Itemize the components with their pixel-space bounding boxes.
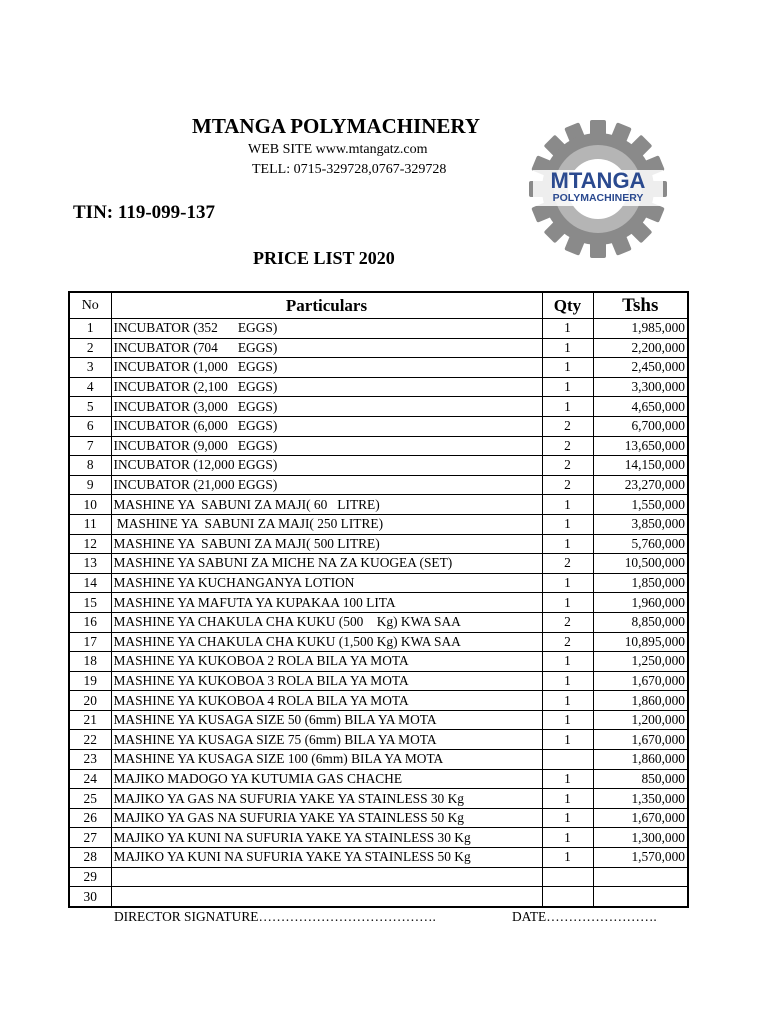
row-number-cell: 2: [69, 338, 111, 358]
table-row: [69, 495, 688, 515]
particulars-cell: MASHINE YA KUSAGA SIZE 75 (6mm) BILA YA MOTA: [111, 730, 542, 750]
table-row: [69, 671, 688, 691]
qty-cell: 1: [542, 769, 593, 789]
gear-logo-icon: [527, 118, 669, 260]
row-number-cell: 13: [69, 554, 111, 574]
particulars-cell: INCUBATOR (12,000 EGGS): [111, 456, 542, 476]
qty-cell: 1: [542, 730, 593, 750]
column-header-no: No: [69, 292, 111, 319]
particulars-cell: INCUBATOR (2,100 EGGS): [111, 377, 542, 397]
particulars-cell: INCUBATOR (3,000 EGGS): [111, 397, 542, 417]
row-number-cell: 25: [69, 789, 111, 809]
qty-cell: 1: [542, 593, 593, 613]
qty-cell: [542, 750, 593, 770]
table-row: [69, 456, 688, 476]
qty-cell: 1: [542, 514, 593, 534]
price-cell: 10,895,000: [593, 632, 688, 652]
row-number-cell: 23: [69, 750, 111, 770]
particulars-cell: MASHINE YA KUSAGA SIZE 100 (6mm) BILA YA MOTA: [111, 750, 542, 770]
qty-cell: 1: [542, 319, 593, 339]
particulars-cell: MASHINE YA KUCHANGANYA LOTION: [111, 573, 542, 593]
row-number-cell: 11: [69, 514, 111, 534]
table-row: [69, 377, 688, 397]
logo-text-sub: POLYMACHINERY: [552, 192, 644, 204]
qty-cell: 1: [542, 710, 593, 730]
table-row: [69, 867, 688, 887]
particulars-cell: MAJIKO YA KUNI NA SUFURIA YAKE YA STAINLESS 50 Kg: [111, 848, 542, 868]
table-row: [69, 828, 688, 848]
qty-cell: [542, 887, 593, 907]
qty-cell: 1: [542, 828, 593, 848]
row-number-cell: 27: [69, 828, 111, 848]
table-header-row: [69, 292, 688, 319]
row-number-cell: 19: [69, 671, 111, 691]
row-number-cell: 30: [69, 887, 111, 907]
row-number-cell: 18: [69, 652, 111, 672]
table-row: [69, 769, 688, 789]
table-row: [69, 808, 688, 828]
table-row: [69, 573, 688, 593]
price-cell: 1,960,000: [593, 593, 688, 613]
particulars-cell: INCUBATOR (352 EGGS): [111, 319, 542, 339]
column-header-tshs: Tshs: [593, 292, 688, 319]
particulars-cell: MASHINE YA SABUNI ZA MAJI( 60 LITRE): [111, 495, 542, 515]
qty-cell: 1: [542, 789, 593, 809]
particulars-cell: [111, 867, 542, 887]
table-row: [69, 475, 688, 495]
logo-text-main: MTANGA: [550, 168, 646, 193]
table-row: [69, 612, 688, 632]
company-logo: [527, 118, 669, 260]
document-title: PRICE LIST 2020: [253, 248, 395, 268]
price-cell: 1,200,000: [593, 710, 688, 730]
qty-cell: 1: [542, 808, 593, 828]
row-number-cell: 26: [69, 808, 111, 828]
row-number-cell: 21: [69, 710, 111, 730]
qty-cell: 1: [542, 495, 593, 515]
particulars-cell: INCUBATOR (704 EGGS): [111, 338, 542, 358]
row-number-cell: 28: [69, 848, 111, 868]
price-cell: 1,350,000: [593, 789, 688, 809]
row-number-cell: 24: [69, 769, 111, 789]
qty-cell: 2: [542, 475, 593, 495]
director-signature-line: DIRECTOR SIGNATURE………………………………….: [114, 909, 436, 924]
table-row: [69, 887, 688, 907]
particulars-cell: MASHINE YA KUSAGA SIZE 50 (6mm) BILA YA MOTA: [111, 710, 542, 730]
table-row: [69, 848, 688, 868]
price-cell: 2,200,000: [593, 338, 688, 358]
qty-cell: 1: [542, 671, 593, 691]
qty-cell: 1: [542, 534, 593, 554]
qty-cell: 2: [542, 554, 593, 574]
table-row: [69, 416, 688, 436]
table-row: [69, 514, 688, 534]
row-number-cell: 10: [69, 495, 111, 515]
particulars-cell: INCUBATOR (1,000 EGGS): [111, 358, 542, 378]
price-cell: 1,670,000: [593, 671, 688, 691]
row-number-cell: 7: [69, 436, 111, 456]
particulars-cell: INCUBATOR (21,000 EGGS): [111, 475, 542, 495]
qty-cell: 2: [542, 612, 593, 632]
particulars-cell: INCUBATOR (9,000 EGGS): [111, 436, 542, 456]
particulars-cell: [111, 887, 542, 907]
website-line: WEB SITE www.mtangatz.com: [248, 142, 428, 157]
price-cell: 1,860,000: [593, 750, 688, 770]
price-cell: 14,150,000: [593, 456, 688, 476]
table-row: [69, 358, 688, 378]
table-row: [69, 632, 688, 652]
qty-cell: 1: [542, 358, 593, 378]
price-cell: 23,270,000: [593, 475, 688, 495]
qty-cell: 1: [542, 397, 593, 417]
qty-cell: 1: [542, 573, 593, 593]
table-row: [69, 710, 688, 730]
qty-cell: 1: [542, 338, 593, 358]
row-number-cell: 14: [69, 573, 111, 593]
price-cell: 2,450,000: [593, 358, 688, 378]
row-number-cell: 20: [69, 691, 111, 711]
price-cell: 1,300,000: [593, 828, 688, 848]
price-cell: 1,985,000: [593, 319, 688, 339]
particulars-cell: MASHINE YA MAFUTA YA KUPAKAA 100 LITA: [111, 593, 542, 613]
price-cell: 1,250,000: [593, 652, 688, 672]
price-cell: 6,700,000: [593, 416, 688, 436]
price-cell: 1,850,000: [593, 573, 688, 593]
table-row: [69, 593, 688, 613]
particulars-cell: MAJIKO YA KUNI NA SUFURIA YAKE YA STAINLESS 30 Kg: [111, 828, 542, 848]
particulars-cell: MASHINE YA CHAKULA CHA KUKU (500 Kg) KWA SAA: [111, 612, 542, 632]
qty-cell: 1: [542, 377, 593, 397]
price-cell: 3,300,000: [593, 377, 688, 397]
qty-cell: 2: [542, 436, 593, 456]
table-body: [69, 319, 688, 907]
price-cell: 1,670,000: [593, 730, 688, 750]
price-cell: 850,000: [593, 769, 688, 789]
row-number-cell: 8: [69, 456, 111, 476]
row-number-cell: 1: [69, 319, 111, 339]
table-row: [69, 554, 688, 574]
table-row: [69, 652, 688, 672]
particulars-cell: MASHINE YA SABUNI ZA MICHE NA ZA KUOGEA (SET): [111, 554, 542, 574]
price-cell: [593, 887, 688, 907]
price-cell: [593, 867, 688, 887]
row-number-cell: 15: [69, 593, 111, 613]
table-row: [69, 436, 688, 456]
row-number-cell: 12: [69, 534, 111, 554]
price-cell: 4,650,000: [593, 397, 688, 417]
particulars-cell: MASHINE YA CHAKULA CHA KUKU (1,500 Kg) KWA SAA: [111, 632, 542, 652]
row-number-cell: 4: [69, 377, 111, 397]
phone-line: TELL: 0715-329728,0767-329728: [252, 162, 447, 177]
row-number-cell: 16: [69, 612, 111, 632]
qty-cell: 2: [542, 416, 593, 436]
particulars-cell: MASHINE YA SABUNI ZA MAJI( 500 LITRE): [111, 534, 542, 554]
price-cell: 1,550,000: [593, 495, 688, 515]
column-header-particulars: Particulars: [111, 292, 542, 319]
price-cell: 1,860,000: [593, 691, 688, 711]
row-number-cell: 29: [69, 867, 111, 887]
particulars-cell: MASHINE YA KUKOBOA 3 ROLA BILA YA MOTA: [111, 671, 542, 691]
particulars-cell: MAJIKO MADOGO YA KUTUMIA GAS CHACHE: [111, 769, 542, 789]
qty-cell: 1: [542, 848, 593, 868]
qty-cell: 2: [542, 632, 593, 652]
company-name: MTANGA POLYMACHINERY: [192, 114, 481, 138]
row-number-cell: 5: [69, 397, 111, 417]
row-number-cell: 17: [69, 632, 111, 652]
tin-number: TIN: 119-099-137: [73, 202, 215, 223]
price-cell: 5,760,000: [593, 534, 688, 554]
table-row: [69, 338, 688, 358]
row-number-cell: 9: [69, 475, 111, 495]
price-cell: 10,500,000: [593, 554, 688, 574]
particulars-cell: MASHINE YA KUKOBOA 4 ROLA BILA YA MOTA: [111, 691, 542, 711]
row-number-cell: 3: [69, 358, 111, 378]
table-row: [69, 789, 688, 809]
particulars-cell: MAJIKO YA GAS NA SUFURIA YAKE YA STAINLESS 30 Kg: [111, 789, 542, 809]
table-row: [69, 397, 688, 417]
price-cell: 8,850,000: [593, 612, 688, 632]
particulars-cell: MASHINE YA SABUNI ZA MAJI( 250 LITRE): [111, 514, 542, 534]
qty-cell: 1: [542, 691, 593, 711]
price-cell: 3,850,000: [593, 514, 688, 534]
table-row: [69, 534, 688, 554]
qty-cell: [542, 867, 593, 887]
qty-cell: 2: [542, 456, 593, 476]
price-cell: 1,670,000: [593, 808, 688, 828]
qty-cell: 1: [542, 652, 593, 672]
row-number-cell: 6: [69, 416, 111, 436]
price-table: [68, 291, 689, 908]
price-cell: 13,650,000: [593, 436, 688, 456]
table-row: [69, 691, 688, 711]
row-number-cell: 22: [69, 730, 111, 750]
particulars-cell: INCUBATOR (6,000 EGGS): [111, 416, 542, 436]
particulars-cell: MAJIKO YA GAS NA SUFURIA YAKE YA STAINLESS 50 Kg: [111, 808, 542, 828]
particulars-cell: MASHINE YA KUKOBOA 2 ROLA BILA YA MOTA: [111, 652, 542, 672]
table-row: [69, 730, 688, 750]
table-row: [69, 319, 688, 339]
table-row: [69, 750, 688, 770]
column-header-qty: Qty: [542, 292, 593, 319]
date-line: DATE…………………….: [512, 909, 657, 924]
price-cell: 1,570,000: [593, 848, 688, 868]
